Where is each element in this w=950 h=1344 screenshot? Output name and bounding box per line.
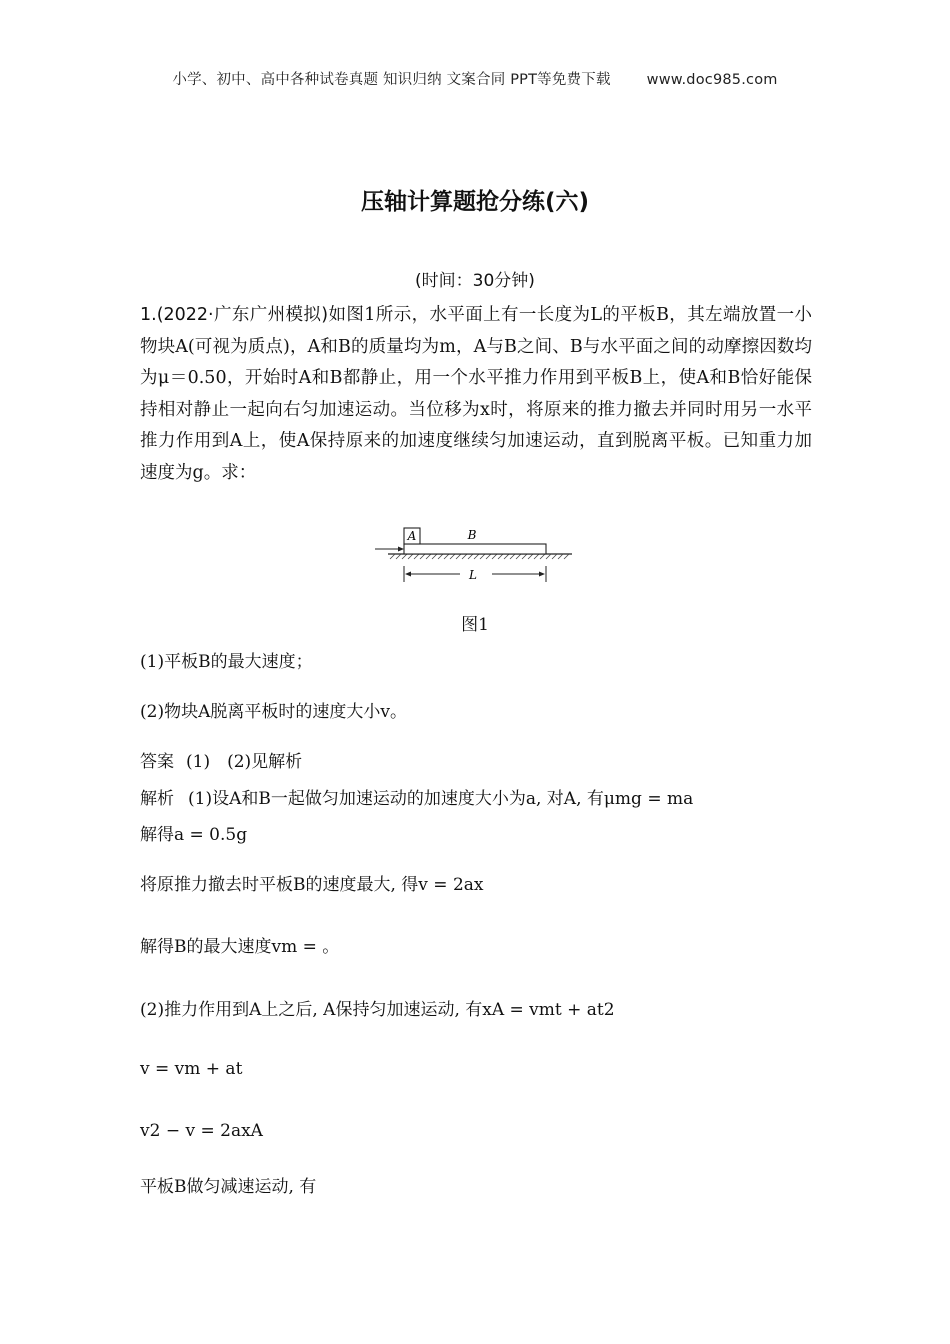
- answer-text: (1) (2)见解析: [186, 752, 303, 772]
- push-arrow-head: [398, 547, 404, 552]
- label-a: A: [407, 529, 417, 543]
- analysis-line-7: v2 − v = 2axA: [140, 1121, 263, 1141]
- analysis-text-1: (1)设A和B一起做匀加速运动的加速度大小为a, 对A, 有μmg = ma: [188, 789, 694, 809]
- plank-b: [404, 544, 546, 554]
- figure-caption: 图1: [461, 615, 489, 635]
- label-l: L: [469, 568, 477, 582]
- analysis-line-8: 平板B做匀减速运动, 有: [140, 1177, 317, 1197]
- dim-right-arrow-head: [539, 572, 545, 577]
- analysis-line-1: [140, 784, 693, 809]
- analysis-line-4: 解得B的最大速度vm = 。: [140, 937, 340, 957]
- problem-1: [140, 300, 812, 489]
- dim-left-arrow-head: [405, 572, 411, 577]
- question-1: (1)平板B的最大速度；: [140, 652, 313, 672]
- label-b: B: [467, 528, 477, 542]
- problem-source: 1.(2022·广东广州模拟): [140, 305, 329, 325]
- analysis-line-6: v = vm + at: [140, 1059, 243, 1079]
- question-2: (2)物块A脱离平板时的速度大小v。: [140, 702, 407, 722]
- analysis-line-2: 解得a = 0.5g: [140, 825, 248, 845]
- time-note: (时间：30分钟): [415, 271, 535, 291]
- problem-text: 如图1所示，水平面上有一长度为L的平板B，其左端放置一小物块A(可视为质点)，A和B的质量均为m，A与B之间、B与水平面之间的动摩擦因数均为μ＝0.50，开始时A和B都静止，用一个水平推力作用到平板B上，使A和B恰好能保持相对静止一起向右匀加速运动。当位移为x时，将原来的推力撤去并同时用另一水平推力作用到A上，使A保持原来的加速度继续匀加速运动，直到脱离平板。已知重力加速度为g。求：: [140, 305, 812, 483]
- figure-1-diagram: [370, 522, 580, 590]
- analysis-line-5: (2)推力作用到A上之后, A保持匀加速运动, 有xA = vmt + at2: [140, 1000, 615, 1020]
- ground-hatching: [390, 554, 569, 559]
- analysis-line-3: 将原推力撤去时平板B的速度最大, 得v = 2ax: [140, 875, 484, 895]
- header-site-link[interactable]: www.doc985.com: [646, 72, 778, 88]
- answer-label: 答案: [140, 752, 174, 772]
- header-text: 小学、初中、高中各种试卷真题 知识归纳 文案合同 PPT等免费下载: [172, 72, 611, 88]
- answer-line: [140, 747, 302, 772]
- analysis-label: 解析: [140, 789, 174, 809]
- page-title: 压轴计算题抢分练(六): [360, 189, 590, 215]
- page-header: [0, 68, 950, 89]
